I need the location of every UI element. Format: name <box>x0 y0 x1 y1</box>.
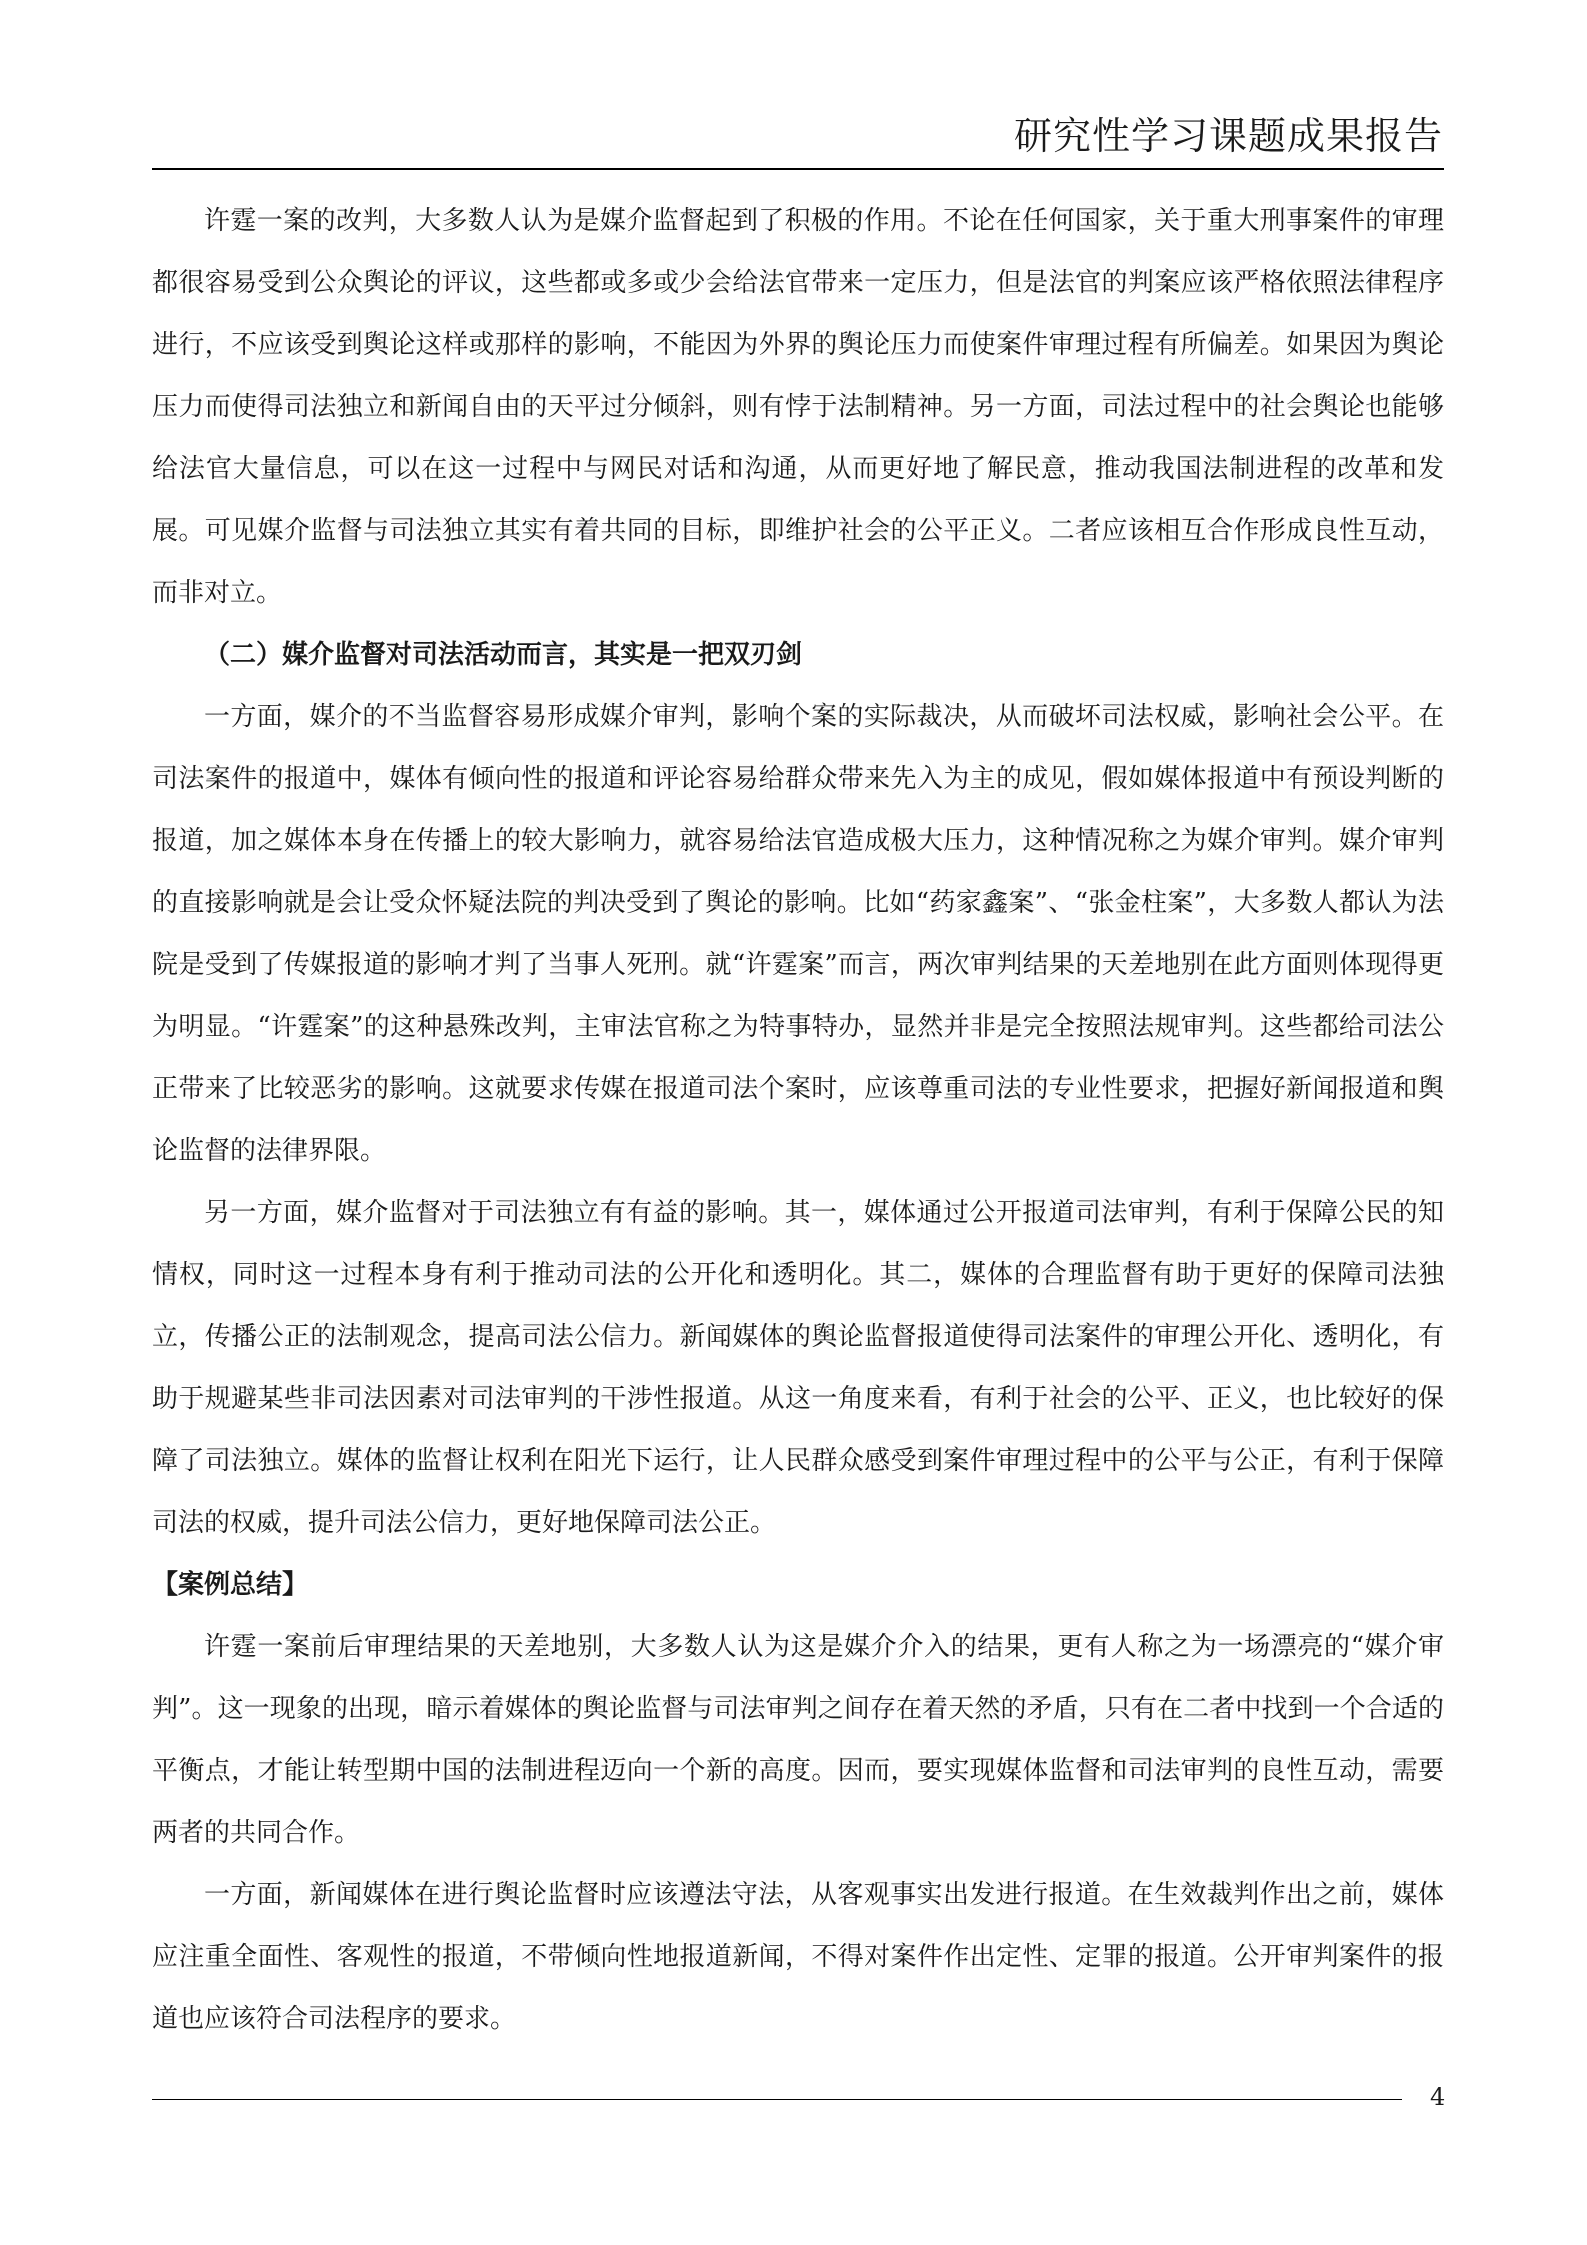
case-summary-heading: 【案例总结】 <box>152 1570 309 1600</box>
page-number: 4 <box>1430 2083 1446 2111</box>
header-divider <box>152 168 1444 170</box>
running-header-title: 研究性学习课题成果报告 <box>1013 114 1443 158</box>
footer-divider <box>152 2099 1402 2100</box>
body-paragraph-5: 一方面，新闻媒体在进行舆论监督时应该遵法守法，从客观事实出发进行报道。在生效裁判作出之前，媒体应注重全面性、客观性的报道，不带倾向性地报道新闻，不得对案件作出定性、定罪的报道。公开审判案件的报道也应该符合司法程序的要求。 <box>152 1880 1444 2034</box>
subsection-heading: （二）媒介监督对司法活动而言，其实是一把双刃剑 <box>204 640 803 670</box>
page-body <box>152 190 1444 2050</box>
body-paragraph-1: 许霆一案的改判，大多数人认为是媒介监督起到了积极的作用。不论在任何国家，关于重大刑事案件的审理都很容易受到公众舆论的评议，这些都或多或少会给法官带来一定压力，但是法官的判案应该严格依照法律程序进行，不应该受到舆论这样或那样的影响，不能因为外界的舆论压力而使案件审理过程有所偏差。如果因为舆论压力而使得司法独立和新闻自由的天平过分倾斜，则有悖于法制精神。另一方面，司法过程中的社会舆论也能够给法官大量信息，可以在这一过程中与网民对话和沟通，从而更好地了解民意，推动我国法制进程的改革和发展。可见媒介监督与司法独立其实有着共同的目标，即维护社会的公平正义。二者应该相互合作形成良性互动，而非对立。 <box>152 206 1444 608</box>
body-paragraph-4: 许霆一案前后审理结果的天差地别，大多数人认为这是媒介介入的结果，更有人称之为一场漂亮的“媒介审判”。这一现象的出现，暗示着媒体的舆论监督与司法审判之间存在着天然的矛盾，只有在二者中找到一个合适的平衡点，才能让转型期中国的法制进程迈向一个新的高度。因而，要实现媒体监督和司法审判的良性互动，需要两者的共同合作。 <box>152 1632 1444 1848</box>
body-paragraph-2: 一方面，媒介的不当监督容易形成媒介审判，影响个案的实际裁决，从而破坏司法权威，影响社会公平。在司法案件的报道中，媒体有倾向性的报道和评论容易给群众带来先入为主的成见，假如媒体报道中有预设判断的报道，加之媒体本身在传播上的较大影响力，就容易给法官造成极大压力，这种情况称之为媒介审判。媒介审判的直接影响就是会让受众怀疑法院的判决受到了舆论的影响。比如“药家鑫案”、“张金柱案”，大多数人都认为法院是受到了传媒报道的影响才判了当事人死刑。就“许霆案”而言，两次审判结果的天差地别在此方面则体现得更为明显。“许霆案”的这种悬殊改判，主审法官称之为特事特办，显然并非是完全按照法规审判。这些都给司法公正带来了比较恶劣的影响。这就要求传媒在报道司法个案时，应该尊重司法的专业性要求，把握好新闻报道和舆论监督的法律界限。 <box>152 702 1444 1166</box>
body-paragraph-3: 另一方面，媒介监督对于司法独立有有益的影响。其一，媒体通过公开报道司法审判，有利于保障公民的知情权，同时这一过程本身有利于推动司法的公开化和透明化。其二，媒体的合理监督有助于更好的保障司法独立，传播公正的法制观念，提高司法公信力。新闻媒体的舆论监督报道使得司法案件的审理公开化、透明化，有助于规避某些非司法因素对司法审判的干涉性报道。从这一角度来看，有利于社会的公平、正义，也比较好的保障了司法独立。媒体的监督让权利在阳光下运行，让人民群众感受到案件审理过程中的公平与公正，有利于保障司法的权威，提升司法公信力，更好地保障司法公正。 <box>152 1198 1444 1538</box>
